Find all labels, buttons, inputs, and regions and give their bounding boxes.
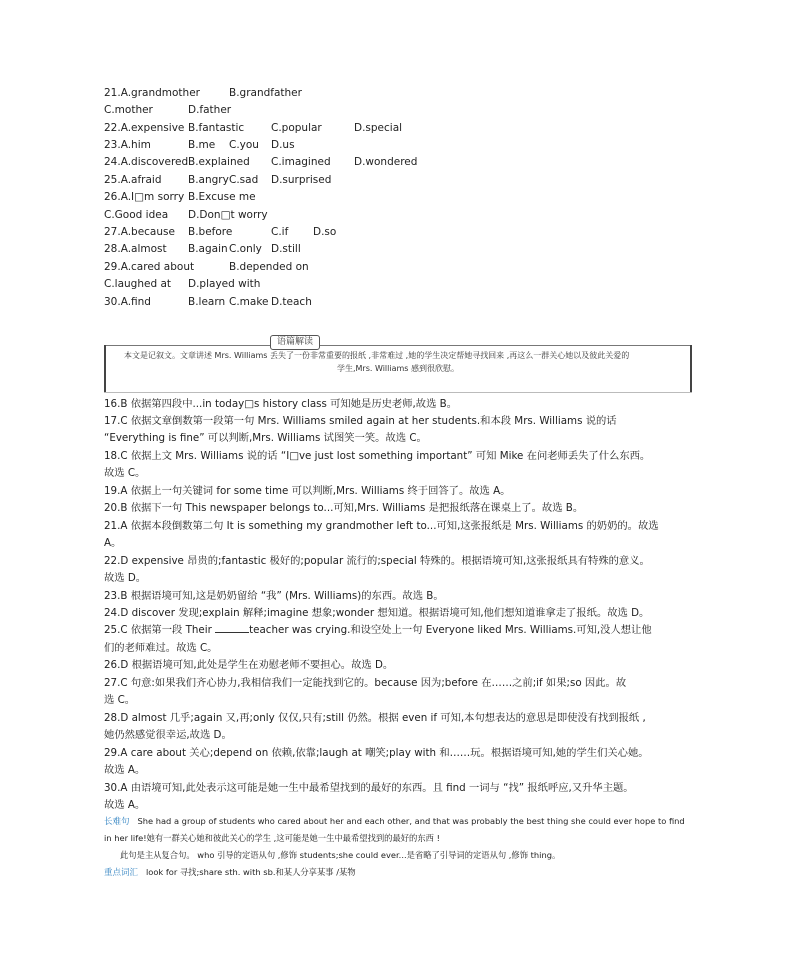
long-sentence-english: She had a group of students who cared about her and each other, and that was probably the best thing she could ever hope to find bbox=[137, 816, 685, 826]
option-b: B.again bbox=[188, 243, 228, 255]
long-sentence-continuation: in her life!她有一群关心她和彼此关心的学生 ,这可能是她一生中最希望找到的最好的东西 ! bbox=[104, 833, 440, 843]
answer-line: 故选 A。 bbox=[104, 764, 146, 776]
fill-blank bbox=[215, 622, 249, 633]
answer-line: 们的老师难过。故选 C。 bbox=[104, 642, 218, 654]
option-d: D.still bbox=[271, 243, 301, 255]
option-b: B.depended on bbox=[229, 261, 309, 273]
option-d: D.so bbox=[313, 226, 337, 238]
option-d: D.special bbox=[354, 122, 403, 134]
option-b: D.father bbox=[188, 104, 232, 116]
option-b: B.me bbox=[188, 139, 216, 151]
option-a: 23.A.him bbox=[104, 139, 151, 151]
option-c: C.only bbox=[229, 243, 262, 255]
option-b: B.grandfather bbox=[229, 87, 302, 99]
box-top-rule bbox=[104, 345, 692, 346]
long-sentence-tag: 长难句 bbox=[104, 817, 130, 827]
option-c: C.make bbox=[229, 296, 269, 308]
answer-line: 24.D discover 发现;explain 解释;imagine 想象;wonder 想知道。根据语境可知,他们想知道谁拿走了报纸。故选 D。 bbox=[104, 607, 650, 619]
long-sentence-line bbox=[104, 815, 685, 829]
option-d: D.teach bbox=[271, 296, 312, 308]
option-a: C.Good idea bbox=[104, 209, 169, 221]
answer-line bbox=[104, 622, 704, 639]
option-a: C.laughed at bbox=[104, 278, 172, 290]
option-b: B.fantastic bbox=[188, 122, 245, 134]
reading-summary-line: 学生,Mrs. Williams 感到很欣慰。 bbox=[336, 364, 460, 373]
answer-line: 22.D expensive 昂贵的;fantastic 极好的;popular 流行的;special 特殊的。根据语境可知,这张报纸具有特殊的意义。 bbox=[104, 555, 650, 567]
answer-line: 18.C 依据上文 Mrs. Williams 说的话 “I□ve just lost something important” 可知 Mike 在问老师丢失了什么东西。 bbox=[104, 450, 651, 462]
answer-line: A。 bbox=[104, 537, 122, 549]
option-a: 21.A.grandmother bbox=[104, 87, 200, 99]
answer-line: 29.A care about 关心;depend on 依赖,依靠;laugh at 嘲笑;play with 和……玩。根据语境可知,她的学生们关心她。 bbox=[104, 747, 649, 759]
option-a: 24.A.discovered bbox=[104, 156, 189, 168]
option-b: B.angry bbox=[188, 174, 229, 186]
option-b: D.Don□t worry bbox=[188, 209, 268, 221]
answer-line: 19.A 依据上一句关键词 for some time 可以判断,Mrs. Williams 终于回答了。故选 A。 bbox=[104, 485, 511, 497]
grammar-note: 此句是主从复合句。 who 引导的定语从句 ,修饰 students;she could ever...是省略了引导词的定语从句 ,修饰 thing。 bbox=[120, 850, 561, 860]
answer-line: 23.B 根据语境可知,这是奶奶留给 “我” (Mrs. Williams)的东西。故选 B。 bbox=[104, 590, 444, 602]
answer-line: “Everything is fine” 可以判断,Mrs. Williams 试图笑一笑。故选 C。 bbox=[104, 432, 427, 444]
answer-line: 20.B 依据下一句 This newspaper belongs to...可知,Mrs. Williams 是把报纸落在课桌上了。故选 B。 bbox=[104, 502, 584, 514]
option-b: B.learn bbox=[188, 296, 226, 308]
vocab-content: look for 寻找;share sth. with sb.和某人分享某事 /某物 bbox=[145, 867, 356, 877]
answer-line: 27.C 句意:如果我们齐心协力,我相信我们一定能找到它的。because 因为;before 在……之前;if 如果;so 因此。故 bbox=[104, 677, 627, 689]
option-a: 27.A.because bbox=[104, 226, 175, 238]
answer-line: 她仍然感觉很幸运,故选 D。 bbox=[104, 729, 232, 741]
option-b: B.before bbox=[188, 226, 233, 238]
option-a: 29.A.cared about bbox=[104, 261, 195, 273]
option-a: 30.A.find bbox=[104, 296, 151, 308]
answer-line: 21.A 依据本段倒数第二句 It is something my grandmother left to...可知,这张报纸是 Mrs. Williams 的奶奶的。故选 bbox=[104, 520, 659, 532]
option-a: 28.A.almost bbox=[104, 243, 167, 255]
answer-line: 30.A 由语境可知,此处表示这可能是她一生中最希望找到的最好的东西。且 find 一词与 “找” 报纸呼应,又升华主题。 bbox=[104, 782, 634, 794]
reading-summary-box bbox=[104, 337, 692, 393]
option-b: D.played with bbox=[188, 278, 261, 290]
option-d: D.surprised bbox=[271, 174, 332, 186]
answer-line-end: teacher was crying.和设空处上一句 Everyone liked Mrs. Williams.可知,没人想让他 bbox=[249, 624, 652, 636]
option-a: 22.A.expensive bbox=[104, 122, 185, 134]
answer-line: 故选 C。 bbox=[104, 467, 146, 479]
answer-line: 26.D 根据语境可知,此处是学生在劝慰老师不要担心。故选 D。 bbox=[104, 659, 394, 671]
option-c: C.if bbox=[271, 226, 289, 238]
option-a: 25.A.afraid bbox=[104, 174, 162, 186]
vocab-line bbox=[104, 866, 356, 880]
option-d: D.us bbox=[271, 139, 295, 151]
answer-line: 故选 D。 bbox=[104, 572, 147, 584]
reading-summary-line: 本文是记叙文。文章讲述 Mrs. Williams 丢失了一份非常重要的报纸 ,非常难过 ,她的学生决定帮她寻找回来 ,再这么一群关心她以及彼此关爱的 bbox=[124, 351, 630, 360]
option-b: B.explained bbox=[188, 156, 250, 168]
vocab-tag: 重点词汇 bbox=[104, 868, 139, 878]
answer-line: 17.C 依据文章倒数第一段第一句 Mrs. Williams smiled again at her students.和本段 Mrs. Williams 说的话 bbox=[104, 415, 617, 427]
reading-tag: 语篇解读 bbox=[270, 335, 320, 350]
answer-line-start: 25.C 依据第一段 Their bbox=[104, 624, 216, 636]
option-d: D.wondered bbox=[354, 156, 418, 168]
option-c: C.sad bbox=[229, 174, 259, 186]
answer-line: 选 C。 bbox=[104, 694, 136, 706]
answer-line: 16.B 依据第四段中...in today□s history class 可知她是历史老师,故选 B。 bbox=[104, 398, 458, 410]
option-c: C.you bbox=[229, 139, 259, 151]
option-b: B.Excuse me bbox=[188, 191, 256, 203]
answer-line: 故选 A。 bbox=[104, 799, 146, 811]
option-a: C.mother bbox=[104, 104, 153, 116]
option-c: C.popular bbox=[271, 122, 322, 134]
answer-line: 28.D almost 几乎;again 又,再;only 仅仅,只有;still 仍然。根据 even if 可知,本句想表达的意思是即使没有找到报纸 , bbox=[104, 712, 646, 724]
option-c: C.imagined bbox=[271, 156, 331, 168]
option-a: 26.A.I□m sorry bbox=[104, 191, 185, 203]
box-bottom-rule bbox=[104, 392, 692, 393]
